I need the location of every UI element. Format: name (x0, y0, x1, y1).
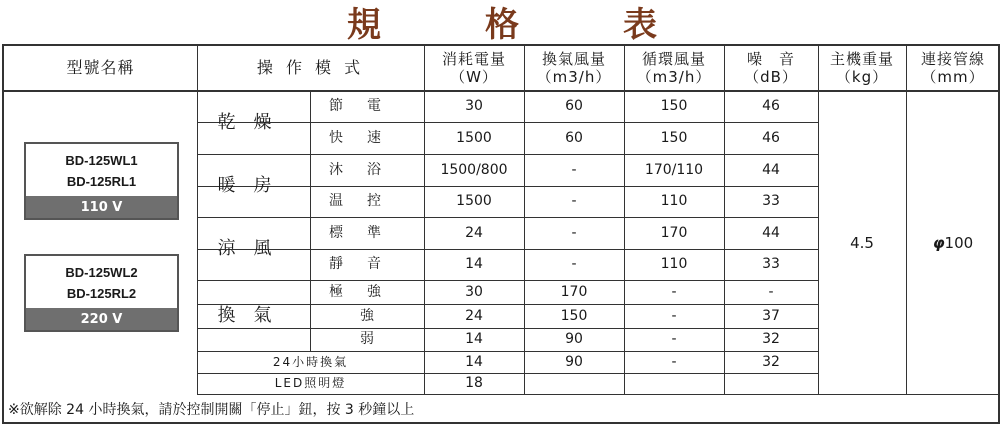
model-name: BD-125WL2 (65, 265, 138, 280)
group-label: 涼風 (217, 237, 290, 259)
cell-circulation: 110 (660, 256, 688, 273)
title-char: 格 (485, 4, 519, 45)
diameter-icon: φ (932, 233, 945, 252)
cell-power: 1500/800 (440, 161, 508, 178)
sub-mode: 節電 (329, 98, 405, 115)
group-label: 乾燥 (217, 111, 290, 133)
cell-power: 1500 (456, 193, 492, 210)
model-box-220v (24, 254, 179, 332)
sub-mode-24h: 24小時換氣 (272, 354, 349, 369)
cell-exhaust: 60 (565, 98, 583, 115)
footnote: ※欲解除 24 小時換氣，請於控制開關「停止」鈕，按 3 秒鐘以上 (8, 402, 415, 418)
sub-mode: 温控 (329, 193, 405, 210)
cell-exhaust: - (571, 161, 577, 178)
cell-circulation: 170 (660, 224, 688, 241)
header-weight (818, 46, 906, 90)
cell-circulation: 110 (660, 193, 688, 210)
cell-power: 30 (465, 283, 483, 300)
header-exhaust-unit: （m3/h） (536, 68, 612, 86)
header-power-label: 消耗電量 (441, 50, 506, 68)
cell-noise: 37 (762, 307, 780, 324)
voltage-badge: 110 V (26, 196, 177, 218)
header-noise-label: 噪 音 (746, 50, 795, 68)
header-power (424, 46, 524, 90)
cell-exhaust: - (571, 224, 577, 241)
cell-noise: 33 (762, 193, 780, 210)
cell-noise: 32 (762, 331, 780, 348)
header-weight-unit: （kg） (835, 68, 889, 86)
cell-noise (724, 373, 818, 394)
cell-power: 1500 (456, 129, 492, 146)
page-title (0, 0, 1004, 45)
cell-power: 14 (465, 331, 483, 348)
cell-power: 24 (465, 224, 483, 241)
model-names (26, 144, 177, 198)
header-mode: 操 作 模 式 (256, 58, 365, 78)
sub-mode: 極強 (329, 283, 405, 300)
cell-noise: 33 (762, 256, 780, 273)
cell-exhaust: - (571, 193, 577, 210)
title-char: 表 (623, 4, 657, 45)
cell-noise: 32 (762, 353, 780, 370)
cell-power: 14 (465, 256, 483, 273)
cell-exhaust: 90 (565, 353, 583, 370)
row-divider (197, 394, 1000, 395)
header-weight-label: 主機重量 (829, 50, 894, 68)
group-label: 暖房 (217, 174, 290, 196)
model-box-110v (24, 142, 179, 220)
header-circulation-label: 循環風量 (641, 50, 706, 68)
cell-circulation: 150 (660, 129, 688, 146)
header-exhaust-label: 換氣風量 (541, 50, 606, 68)
header-noise-unit: （dB） (744, 68, 798, 86)
cell-noise: - (768, 283, 774, 300)
cell-exhaust: 60 (565, 129, 583, 146)
header-exhaust (524, 46, 624, 90)
cell-noise: 44 (762, 224, 780, 241)
cell-circulation: - (671, 283, 677, 300)
sub-mode: 快速 (329, 129, 405, 146)
sub-mode: 靜音 (329, 256, 405, 273)
cell-power: 30 (465, 98, 483, 115)
cell-exhaust: 170 (560, 283, 588, 300)
header-power-unit: （W） (450, 68, 498, 86)
header-noise (724, 46, 818, 90)
cell-power: 24 (465, 307, 483, 324)
sub-mode: 強 (360, 307, 374, 324)
header-circulation-unit: （m3/h） (636, 68, 712, 86)
cell-circulation: - (671, 307, 677, 324)
pipe-value: 100 (944, 233, 974, 252)
model-name: BD-125RL1 (66, 174, 137, 189)
cell-noise: 44 (762, 161, 780, 178)
header-model: 型號名稱 (66, 58, 135, 78)
sub-mode: 標準 (329, 224, 405, 241)
model-name: BD-125RL2 (66, 286, 137, 301)
model-name: BD-125WL1 (65, 153, 138, 168)
sub-mode: 沐浴 (329, 161, 405, 178)
cell-exhaust: - (571, 256, 577, 273)
header-pipe-label: 連接管線 (920, 50, 985, 68)
cell-circulation: 170/110 (644, 161, 704, 178)
sub-mode-led: LED照明燈 (274, 376, 347, 391)
header-circulation (624, 46, 724, 90)
voltage-badge: 220 V (26, 308, 177, 330)
cell-circulation: - (671, 331, 677, 348)
cell-circulation: 150 (660, 98, 688, 115)
sub-mode: 弱 (360, 331, 374, 348)
cell-pipe (906, 91, 1000, 394)
cell-exhaust (524, 373, 624, 394)
header-pipe-unit: （mm） (921, 68, 985, 86)
group-label: 換氣 (217, 304, 290, 326)
cell-power: 18 (465, 375, 483, 392)
cell-exhaust: 150 (560, 307, 588, 324)
cell-power: 14 (465, 353, 483, 370)
cell-weight: 4.5 (850, 233, 874, 252)
title-char: 規 (347, 4, 381, 45)
cell-noise: 46 (762, 129, 780, 146)
cell-circulation: - (671, 353, 677, 370)
model-names (26, 256, 177, 310)
cell-noise: 46 (762, 98, 780, 115)
cell-exhaust: 90 (565, 331, 583, 348)
header-pipe (906, 46, 1000, 90)
cell-circulation (624, 373, 724, 394)
